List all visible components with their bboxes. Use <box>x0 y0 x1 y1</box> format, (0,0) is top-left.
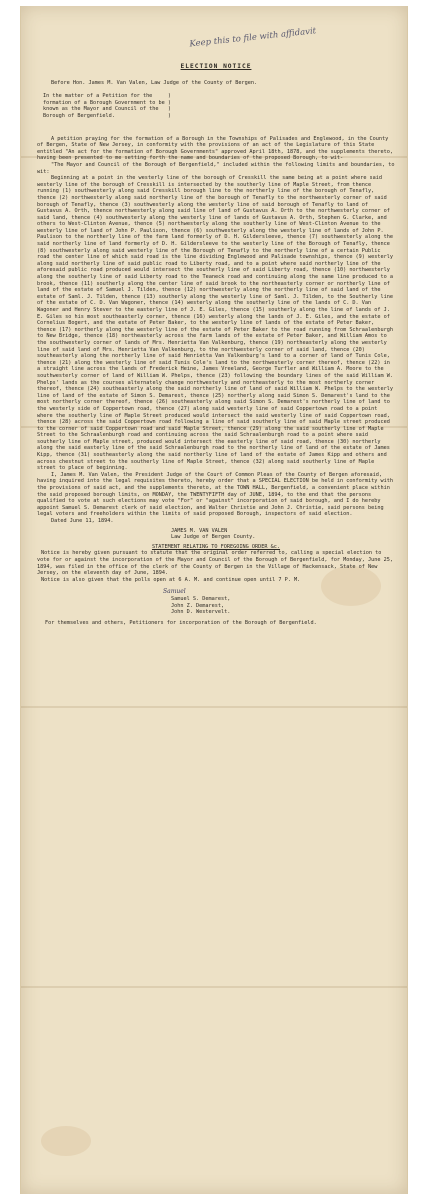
notice-body <box>37 136 395 525</box>
petitioner-name: Samuel S. Demarest, <box>171 595 231 602</box>
matter-line: Borough of Bergenfield. ) <box>43 112 172 119</box>
statement-heading: STATEMENT RELATING TO FOREGOING ORDER &c. <box>151 543 281 550</box>
judge-signature <box>171 528 395 541</box>
handwritten-note: Keep this to file with affidavit <box>189 26 317 50</box>
statement-body <box>37 550 395 583</box>
judge-name: JAMES M. VAN VALEN <box>171 527 228 534</box>
matter-line: formation of a Borough Government to be ) <box>43 99 172 106</box>
notice-text <box>37 64 395 626</box>
handwritten-signature: Samuel <box>163 588 186 596</box>
notice-paragraph: Notice is hereby given pursuant to statute that the original order referred to, calling a special election to vote for or against the incorporation of the Mayor and Council of the Borough of Bergenfield, for Monday, June 25, 1894, was filed in the office of the clerk of the County of Bergen in the Village of Hackensack, State of New Jersey, on the eleventh day of June, 1894. <box>37 550 394 577</box>
document-page <box>20 6 408 1194</box>
matter-caption <box>43 93 395 119</box>
fold-line <box>21 986 407 988</box>
judge-title: Law Judge of Bergen County. <box>171 534 256 541</box>
matter-line: known as the Mayor and Council of the ) <box>43 106 172 113</box>
petitioner-signatures <box>163 588 395 616</box>
fold-line <box>21 706 407 708</box>
closing-line: For themselves and others, Petitioners for incorporation of the Borough of Bergenfield. <box>45 619 317 626</box>
dated-line: Dated June 11, 1894. <box>51 518 114 524</box>
boundary-paragraph: Beginning at a point in the westerly line of the borough of Cresskill the same being at a point where said westerly line of the borough of Cresskill is intersected by the southerly line of Maple Street, from thence running (1) southwesterly along said Cresskill borough line to the northerly line of the borough of Tenafly, thence (2) northwesterly along said northerly line of the borough of Tenafly to the northwesterly corner of said borough of Tenafly, thence (3) southwesterly along the westerly line of said borough of Tenafly to land of Gustavus A. Orth, thence northwesterly along said line of land of Gustavus A. Orth to the northwesterly corner of said land, thence (4) southwesterly along the westerly line of lands of Gustavus A. Orth, Stephen G. Clarke, and others to West-Clinton Avenue, thence (5) northwesterly along the southerly line of West-Clinton Avenue to the westerly line of land of John P. Paulison, thence (6) southwesterly along the westerly line of lands of John P. Paulison to the northerly line of the farm land formerly of D. H. Gildersleeve, thence (7) southwesterly along the said northerly line of land formerly of D. H. Gildersleeve to the westerly line of the Borough of Tenafly, thence (8) southwesterly along said westerly line of the Borough of Tenafly to the northerly line of a certain Public road the center line of which said road is the line dividing Englewood and Palisade townships, thence (9) westerly along said northerly line of said public road to Liberty road, and to a point where said northerly line of the aforesaid public road produced would intersect the southerly line of said Liberty road, thence (10) northwesterly along the southerly line of said Liberty road to the Teaneck road and continuing along the same line produced to a brook, thence (11) southerly along the center line of said brook to the northeasterly corner or northerly line of land of the estate of Samuel J. Tilden, thence (12) northwesterly along the northerly line of said land of the estate of Saml. J. Tilden, thence (13) southerly along the westerly line of Saml. J. Tilden, to the Southerly line of the estate of C. D. Van Wagoner, thence (14) westerly along the southerly line of the lands of C. D. Van Wagoner and Henry Stever to the easterly line of J. E. Giles, thence (15) southerly along the line of lands of J. E. Giles so his most southeasterly corner, thence (16) westerly along the lands of J. E. Giles, and the estate of Cornelius Bogert, and the estate of Peter Baker, to the westerly line of lands of the estate of Peter Baker, thence (17) northerly along the westerly line of the estate of Peter Baker to the road running from Schraalenburgh to New Bridge, thence (18) northeasterly across the farm lands of the estate of Peter Baker, and William Amos to the southwesterly corner of lands of Mrs. Henrietta Van Valkenburg, thence (19) northeasterly along the westerly line of said land of Mrs. Henrietta Van Valkenburg, to the northwesterly corner of said land, thence (20) southeasterly along the northerly line of said Henrietta Van Valkenburg's land to a corner of land of Tunis Cole, thence (21) along the westerly line of said Tunis Cole's land to the northwesterly corner thereof, thence (22) in a straight line across the lands of Frederick Heine, James Vreeland, George Turfler and William A. Moore to the southwesterly corner of land of William W. Phelps, thence (23) following the boundary lines of the said William W. Phelps' lands as the courses alternately change northwesterly and northeasterly to the most northerly corner thereof, thence (24) southeasterly along the said northerly line of land of said William W. Phelps to the westerly line of land of the estate of Simon S. Demarest, thence (25) northerly along said Simon S. Demarest's land to the most northerly corner thereof, thence (26) southeasterly along said Simon S. Demarest's northerly line of land to the westerly side of Coppertown road, thence (27) along said westerly line of said Coppertown road to a point where the southerly line of Maple Street produced would intersect the said westerly line of said Coppertown road, thence (28) across the said Coppertown road following a line of said southerly line of said Maple street produced to the corner of said Coppertown road and said Maple Street, thence (29) along the said southerly line of Maple Street to the Schraalenburgh road and continuing across the said Schraalenburgh road to a point where said southerly line of Maple street, produced would intersect the easterly line of said road, thence (30) northerly along the said easterly line of the said Schraalenburgh road to the northerly line of land of the estate of James Kipp, thence (31) southeasterly along the said northerly line of land of the estate of James Kipp and others and across chestnut street to the southerly line of Maple Street, thence (32) along said southerly line of Maple street to place of beginning. <box>37 175 394 472</box>
intro-paragraph: A petition praying for the formation of a Borough in the Townships of Palisades and Englewood, in the County of Bergen, State of New Jersey, in conformity with the provisions of an act of the Legislature of this State entitled "An act for the formation of Borough Governments" approved April 18th, 1878, and the supplements thereto, having been presented to me setting forth the name and boundaries of the proposed Borough, to wit- <box>37 135 394 162</box>
quote-paragraph: "The Mayor and Council of the Borough of Bergenfield," included within the following limits and boundaries, to wit: <box>37 161 395 175</box>
before-line: Before Hon. James M. Van Valen, Law Judge of the County of Bergen. <box>51 79 258 86</box>
petitioner-name: John Z. Demarest, <box>171 602 225 609</box>
order-paragraph: I, James M. Van Valen, the President Judge of the Court of Common Pleas of the County of Bergen aforesaid, having inquired into the legal requisites thereto, hereby order that a SPECIAL ELECTION be held in conformity with the provisions of said act, and the supplements thereto, at the TOWN HALL, Bergenfield, a convenient place within the said proposed borough limits, on MONDAY, the TWENTYFIFTH day of JUNE, 1894, to the end that the persons qualified to vote at such elections may vote "For" or "against" incorporation of said borough, and I do hereby appoint Samuel S. Demarest clerk of said election, and Walter Christie and John J. Christie, said persons being legal voters and freeholders within the limits of said proposed Borough, inspectors of said election. <box>37 471 394 518</box>
matter-line: In the matter of a Petition for the ) <box>43 93 172 100</box>
polls-paragraph: Notice is also given that the polls open at 6 A. M. and continue open until 7 P. M. <box>41 576 301 583</box>
petitioner-name: John D. Westervelt. <box>171 609 231 616</box>
paper-stain <box>41 1126 91 1156</box>
page-title: ELECTION NOTICE <box>180 63 252 70</box>
